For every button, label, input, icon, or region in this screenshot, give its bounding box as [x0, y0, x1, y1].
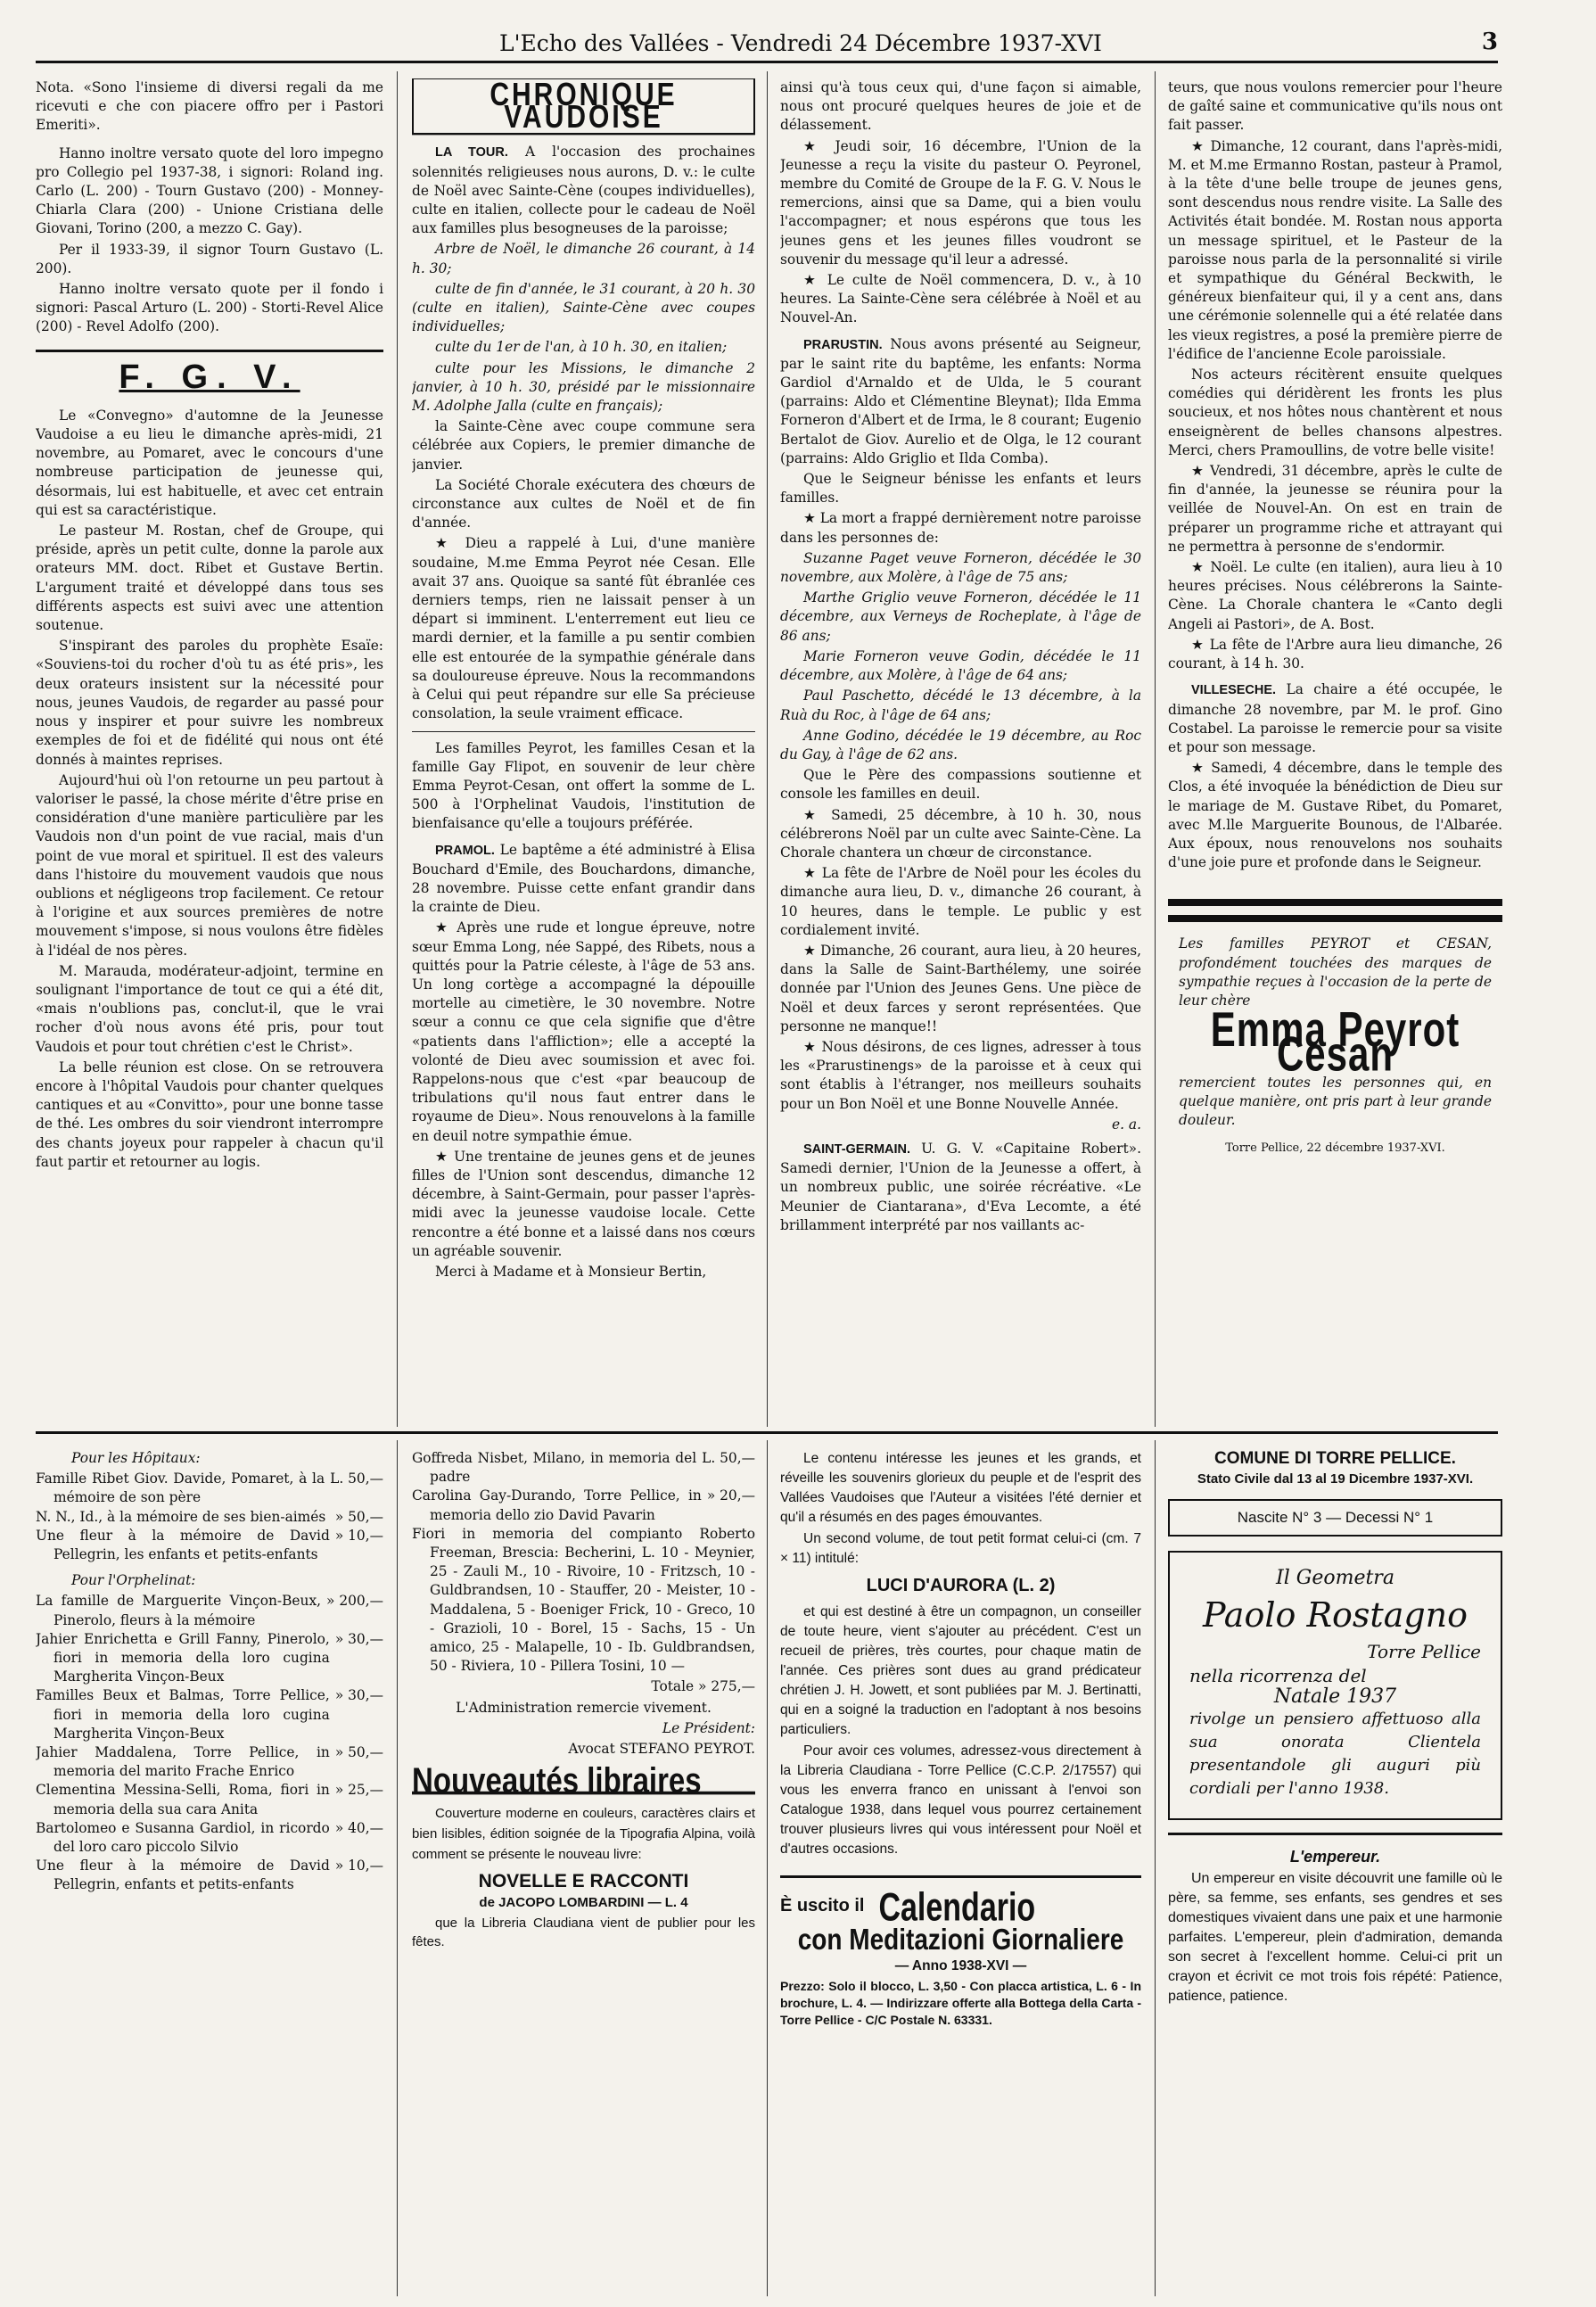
- paragraph: Le baptême a été administré à Elisa Bouchard d'Emile, des Bouchardons, dimanche, 28 novembre. Puisse cette enfant grandir dans la crainte de Dieu.: [412, 841, 755, 916]
- paragraph: Aujourd'hui où l'on retourne un peu partout à valoriser le passé, la chose mérite d'être prise en considération d'une manière particulière par les Vaudois non d'un point de vue racial, mais d'un point de vue moral et spirituel. Il est des valeurs dans l'histoire du mouvement vaudois que nous oublions et négligeons trop facilement. Ce retour à l'origine et aux sources premières de notre mouvement s'impose, si nous voulons être fidèles à l'idéal de nos pères.: [36, 771, 383, 959]
- donation-row: [36, 1686, 383, 1743]
- donation-text: Famille Ribet Giov. Davide, Pomaret, à la mémoire de son père: [36, 1471, 325, 1506]
- paragraph: La Société Chorale exécutera des chœurs de circonstance aux cultes de Noël et de fin d'année.: [412, 476, 755, 531]
- hopitaux-list: [36, 1470, 383, 1564]
- paragraph: Arbre de Noël, le dimanche 26 courant, à 14 h. 30;: [412, 241, 755, 276]
- paragraph: S'inspirant des paroles du prophète Esaïe: «Souviens-toi du rocher d'où tu as été pris», les deux orateurs insistent sur la nécessité pour nous, jeunes Vaudois, de regarder au passé pour nous y inspirer et pour suivre les nombreux exemples de foi et de fidélité qui nous ont été donnés à maintes reprises.: [36, 638, 383, 768]
- divider: [1168, 1833, 1502, 1835]
- donation-amount: L. 50,—: [330, 1471, 383, 1487]
- paragraph: Suzanne Paget veuve Forneron, décédée le 30 novembre, aux Molère, à l'âge de 75 ans;: [780, 549, 1141, 586]
- cal-uscito: È uscito il: [780, 1896, 865, 1916]
- section-head: VILLESECHE.: [1191, 683, 1277, 698]
- paragraph: Per il 1933-39, il signor Tourn Gustavo (L. 200).: [36, 241, 383, 276]
- donation-row: [36, 1781, 383, 1818]
- nota-text: Nota. «Sono l'insieme di diversi regali da me ricevuti e che con piacere offro per i Pastori Emeriti».: [36, 79, 383, 134]
- donation-row: [36, 1527, 383, 1564]
- donation-row: [36, 1470, 383, 1507]
- donation-amount: » 50,—: [334, 1744, 383, 1761]
- paragraph: M. Marauda, modérateur-adjoint, termine en soulignant l'importance de tout ce qui a été dit, «mais n'oublions pas, conclut-il, que le vrai rocher d'où nous avons été pris, pour tout Vaudois et pour tout chrétien c'est le Christ».: [36, 962, 383, 1055]
- cal-prezzo: Prezzo: Solo il blocco, L. 3,50 - Con placca artistica, L. 6 - In brochure, L. 4. — Indirizzare offerte alla Bottega della Carta - Torre Pellice - C/C Postale N. 63331.: [780, 1979, 1141, 2027]
- stato-civile: Stato Civile dal 13 al 19 Dicembre 1937-XVI.: [1197, 1471, 1474, 1487]
- paragraph: Nos acteurs récitèrent ensuite quelques comédies qui déridèrent les fronts les plus soucieux, et nos hôtes nous chantèrent et nous enseignèrent de belles chansons alpestres. Merci, chers Pramoullins, de votre belle visite!: [1168, 367, 1502, 458]
- paragraph: ★ Dieu a rappelé à Lui, d'une manière soudaine, M.me Emma Peyrot née Cesan. Elle avait 37 ans. Quoique sa santé fût ébranlée ces derniers temps, rien ne laissait penser à un départ si imminent. L'enterrement eut lieu ce mardi dernier, et la famille a pu sentir combien elle est entourée de la sympathie générale dans sa douloureuse épreuve. Nous la recommandons à Celui qui peut répandre sur elle Sa précieuse consolation, la seule vraiment efficace.: [412, 535, 755, 722]
- paragraph: la Sainte-Cène avec coupe commune sera célébrée aux Copiers, le premier dimanche de janvier.: [412, 418, 755, 473]
- donation-text: Carolina Gay-Durando, Torre Pellice, in memoria dello zio David Pavarin: [412, 1487, 702, 1523]
- donation-amount: » 30,—: [334, 1687, 383, 1704]
- orphelinat-head: Pour l'Orphelinat:: [71, 1572, 196, 1589]
- donation-row: [36, 1743, 383, 1781]
- paragraph: Merci à Madame et à Monsieur Bertin,: [435, 1263, 707, 1280]
- geom-line: Torre Pellice: [1367, 1640, 1481, 1662]
- paragraph: teurs, que nous voulons remercier pour l'heure de gaîté saine et communicative qu'ils nous ont fait passer.: [1168, 79, 1502, 134]
- column-divider: [397, 71, 398, 1427]
- geom-name: Paolo Rostagno: [1202, 1594, 1468, 1635]
- nouveautes-title: Nouveautés libraires: [412, 1769, 755, 1795]
- paragraph: Le contenu intéresse les jeunes et les grands, et réveille les souvenirs glorieux du peuple et de l'esprit des Vallées Vaudoises que l'Auteur a visitées l'été dernier et qu'il a résumés en des pages émouvantes.: [780, 1451, 1141, 1525]
- geom-line: Il Geometra: [1276, 1566, 1394, 1589]
- donation-row: [36, 1508, 383, 1527]
- column-2: [412, 78, 755, 1425]
- paragraph: ★ La mort a frappé dernièrement notre paroisse dans les personnes de:: [780, 510, 1141, 546]
- paragraph: ★ Noël. Le culte (en italien), aura lieu à 10 heures précises. Nous célébrerons la Sainte-Cène. La Chorale chantera le «Canto degli Angeli ai Pastori», de A. Bost.: [1168, 559, 1502, 632]
- donation-text: Jahier Maddalena, Torre Pellice, in memoria del marito Frache Enrico: [36, 1744, 330, 1780]
- geom-line: nella ricorrenza del: [1189, 1665, 1367, 1687]
- book-author: de JACOPO LOMBARDINI — L. 4: [479, 1894, 688, 1910]
- paragraph: Les familles Peyrot, les familles Cesan et la famille Gay Flipot, en souvenir de leur chère Emma Peyrot-Cesan, ont offert la somme de L. 500 à l'Orphelinat Vaudois, l'institution de bienfaisance qu'elle a toujours préférée.: [412, 739, 755, 832]
- paragraph: ★ Dimanche, 12 courant, dans l'après-midi, M. et M.me Ermanno Rostan, pasteur à Pramol, à la tête d'une belle troupe de jeunes gens, sont descendus nous rendre visite. La Salle des Activités était bondée. M. Rostan nous apporta un message spirituel, et le Pasteur de la paroisse nous parla de la personnalité si virile et sympathique du Général Beckwith, le généreux bienfaiteur qui, il y a cent ans, dans une cérémonie solennelle qui a été relatée dans les vieux registres, a posé la première pierre de l'édifice de l'ancienne Ecole paroissiale.: [1168, 137, 1502, 362]
- donation-text: Jahier Enrichetta e Grill Fanny, Pinerolo, fiori in memoria della loro cugina Margherita Vinçon-Beux: [36, 1630, 330, 1685]
- president: Le Président:: [662, 1719, 755, 1736]
- column-divider: [397, 1440, 398, 2296]
- remercie: L'Administration remercie vivement.: [456, 1699, 712, 1716]
- paragraph: ★ Dimanche, 26 courant, aura lieu, à 20 heures, dans la Salle de Saint-Barthélemy, une soirée donnée par l'Union des Jeunes Gens. Une pièce de Noël et deux farces y seront représentées. Que personne ne manque!!: [780, 942, 1141, 1034]
- donation-text: Une fleur à la mémoire de David Pellegrin, les enfants et petits-enfants: [36, 1527, 330, 1563]
- donation-row: [36, 1857, 383, 1894]
- notice-intro: Les familles PEYROT et CESAN, profondément touchées des marques de sympathie reçues à l'occasion de la perte de leur chère: [1179, 935, 1492, 1009]
- donation-amount: L. 50,—: [702, 1450, 755, 1466]
- donation-text: Bartolomeo e Susanna Gardiol, in ricordo del loro caro piccolo Silvio: [36, 1819, 330, 1856]
- masthead: L'Echo des Vallées - Vendredi 24 Décembre 1937-XVI: [499, 30, 1102, 56]
- section-head: LA TOUR.: [435, 145, 508, 161]
- paragraph: Marie Forneron veuve Godin, décédée le 11 décembre, aux Molère, à l'âge de 64 ans;: [780, 647, 1141, 684]
- paragraph: ★ Samedi, 4 décembre, dans le temple des Clos, a été invoquée la bénédiction de Dieu sur le mariage de M. Gustave Ribet, du Pomaret, avec M.lle Marguerite Bounous, de l'Albarée. Aux époux, nous renouvelons nos souhaits d'une joie pure et profonde dans le Seigneur.: [1168, 760, 1502, 871]
- section-head: SAINT-GERMAIN.: [803, 1141, 911, 1157]
- donation-text: La famille de Marguerite Vinçon-Beux, Pinerolo, fleurs à la mémoire: [36, 1593, 322, 1628]
- section-divider: [36, 1431, 1498, 1434]
- paragraph: culte du 1er de l'an, à 10 h. 30, en italien;: [435, 339, 728, 356]
- bottom-column-4: [1168, 1449, 1502, 2296]
- paragraph: Le pasteur M. Rostan, chef de Groupe, qui préside, après un petit culte, donne la parole aux orateurs MM. doct. Ribet et Gustave Bertin. L'argument traité et développé dans tous ses différents aspects est suivi avec une attention soutenue.: [36, 523, 383, 634]
- paragraph: culte pour les Missions, le dimanche 2 janvier, à 10 h. 30, présidé par le missionnaire M. Adolphe Jalla (culte en français);: [412, 359, 755, 415]
- paragraph: ★ La fête de l'Arbre de Noël pour les écoles du dimanche aura lieu, D. v., dimanche 26 courant, à 10 heures, dans le temple. Le public y est cordialement invité.: [780, 865, 1141, 938]
- donation-text: Goffreda Nisbet, Milano, in memoria del padre: [412, 1450, 697, 1486]
- donation-list: [412, 1449, 755, 1525]
- column-divider: [1155, 1440, 1156, 2296]
- paragraph: Que le Père des compassions soutienne et console les familles en deuil.: [780, 767, 1141, 803]
- notice-name: Emma Peyrot Cesan: [1210, 1001, 1460, 1082]
- section-head: PRAMOL.: [435, 843, 495, 858]
- book-title: NOVELLE E RACCONTI: [478, 1871, 689, 1892]
- paragraph: ★ La fête de l'Arbre aura lieu dimanche, 26 courant, à 14 h. 30.: [1168, 636, 1502, 672]
- bottom-column-1: [36, 1449, 383, 2296]
- empereur-title: L'empereur.: [1289, 1848, 1381, 1866]
- paragraph: culte de fin d'année, le 31 courant, à 20 h. 30 (culte en italien), Sainte-Cène avec coupes individuelles;: [412, 280, 755, 335]
- paragraph: Le «Convegno» d'automne de la Jeunesse Vaudoise a eu lieu le dimanche après-midi, 21 novembre, au Pomaret, avec le concours d'une nombreuse participation de jeunesse qui, désormais, lui est habituelle, et avec cet entrain qui est sa caractéristique.: [36, 407, 383, 518]
- paragraph: ★ Jeudi soir, 16 décembre, l'Union de la Jeunesse a reçu la visite du pasteur O. Peyronel, membre du Comité de Groupe de la F. G. V. Nous le remercions, ainsi que sa Dame, qui a bien voulu l'accompagner; et nous espérons que tous les jeunes gens et les jeunes filles voudront se souvenir du message qu'il leur a adressé.: [780, 137, 1141, 268]
- divider: [36, 350, 383, 352]
- donation-amount: » 10,—: [334, 1527, 383, 1544]
- donation-amount: » 50,—: [334, 1508, 383, 1525]
- donation-amount: » 25,—: [334, 1782, 383, 1799]
- paragraph: ★ Le culte de Noël commencera, D. v., à 10 heures. La Sainte-Cène sera célébrée à Noël et au Nouvel-An.: [780, 272, 1141, 326]
- donation-amount: » 30,—: [334, 1630, 383, 1647]
- divider: [1168, 899, 1502, 906]
- paragraph: ★ Samedi, 25 décembre, à 10 h. 30, nous célébrerons Noël par un culte avec Sainte-Cène. La Chorale chantera un chœur de circonstance.: [780, 806, 1141, 861]
- donation-text: Familles Beux et Balmas, Torre Pellice, fiori in memoria della loro cugina Margherita Vinçon-Beux: [36, 1687, 330, 1742]
- cal-title: Calendario: [878, 1885, 1036, 1930]
- paragraph: Pour avoir ces volumes, adressez-vous directement à la Libreria Claudiana - Torre Pellice (C.C.P. 2/17557) qui vous les enverra franco en unissant à l'envoi son Catalogue 1938, dans lequel vous pourrez certainement trouver plusieurs livres qui vous intéressent pour Noël et d'autres occasions.: [780, 1743, 1141, 1857]
- bottom-column-3: [780, 1449, 1141, 2296]
- paragraph: Nous avons présenté au Seigneur, par le saint rite du baptême, les enfants: Norma Gardiol d'Arnaldo et de Ulda, le 5 courant (parrains: Aldo et Clémentine Bleynat); Ilda Emma Forneron d'Albert et de Irma, le 8 courant; Eugenio Bertalot de Giov. Aurelio et de Olga, le 12 courant (parrains: Aldo Griglio et Ilda Comba).: [780, 335, 1141, 466]
- book-title: LUCI D'AURORA (L. 2): [866, 1576, 1056, 1595]
- notice-place: Torre Pellice, 22 décembre 1937-XVI.: [1225, 1141, 1445, 1156]
- notice-body: remercient toutes les personnes qui, en quelque manière, ont pris part à leur grande douleur.: [1179, 1074, 1492, 1128]
- donation-row: [36, 1592, 383, 1629]
- geom-line: Natale 1937: [1273, 1685, 1397, 1709]
- column-divider: [767, 71, 768, 1427]
- nascite-box: Nascite N° 3 — Decessi N° 1: [1168, 1499, 1502, 1536]
- orphelinat-list: [36, 1592, 383, 1894]
- avocat: Avocat STEFANO PEYROT.: [568, 1741, 755, 1758]
- cal-subtitle: con Meditazioni Giornaliere: [797, 1922, 1124, 1956]
- cal-anno: — Anno 1938-XVI —: [894, 1958, 1027, 1973]
- hopitaux-head: Pour les Hôpitaux:: [71, 1450, 201, 1466]
- paragraph: Un second volume, de tout petit format celui-ci (cm. 7 × 11) intitulé:: [780, 1531, 1141, 1566]
- fiori-text: Fiori in memoria del compianto Roberto Freeman, Brescia: Becherini, L. 10 - Meynier, 25 - Zauli M., 10 - Rivoire, 10 - Fritzsch, 10 - Guldbrandsen, 10 - Stauffer, 20 - Meister, 10 - Maddalena, 5 - Boeniger Frick, 10 - Greco, 10 - Grazioli, 10 - Borel, 15 - Sachs, 15 - Un amico, 25 - Malapelle, 10 - Ib. Guldbrandsen, 50 - Riviera, 10 - Pillera Tosini, 10 —: [412, 1525, 755, 1675]
- donation-amount: » 200,—: [326, 1593, 383, 1610]
- fgv-title: F. G. V.: [119, 358, 300, 396]
- paragraph: La belle réunion est close. On se retrouvera encore à l'hôpital Vaudois pour chanter quelques cantiques et au «Convitto», pour une bonne tasse de thé. Les ombres du soir viendront interrompre des chants joyeux pour rappeler à chacun qu'il faut partir et retourner au logis.: [36, 1059, 383, 1170]
- paragraph: que la Libreria Claudiana vient de publier pour les fêtes.: [412, 1915, 755, 1950]
- paragraph: Marthe Griglio veuve Forneron, décédée le 11 décembre, aux Verneys de Rocheplate, à l'âge de 86 ans;: [780, 589, 1141, 644]
- paragraph: Que le Seigneur bénisse les enfants et leurs familles.: [780, 471, 1141, 507]
- signature: e. a.: [1112, 1116, 1141, 1133]
- donation-row: [36, 1630, 383, 1687]
- totale: Totale » 275,—: [651, 1678, 755, 1695]
- page-header: [36, 27, 1498, 63]
- donation-text: Une fleur à la mémoire de David Pellegrin, enfants et petits-enfants: [36, 1858, 330, 1893]
- donation-text: N. N., Id., à la mémoire de ses bien-aimés: [36, 1508, 326, 1525]
- donation-text: Clementina Messina-Selli, Roma, fiori in memoria della sua cara Anita: [36, 1782, 330, 1817]
- column-1: [36, 78, 383, 1425]
- comune-title: COMUNE DI TORRE PELLICE.: [1214, 1449, 1456, 1468]
- paragraph: ainsi qu'à tous ceux qui, d'une façon si aimable, nous ont procuré quelques heures de joie et de délassement.: [780, 79, 1141, 134]
- paragraph: Paul Paschetto, décédé le 13 décembre, à la Ruà du Roc, à l'âge de 64 ans;: [780, 688, 1141, 723]
- donation-row: [412, 1487, 755, 1524]
- bottom-column-2: [412, 1449, 755, 2296]
- chronique-title: CHRONIQUE VAUDOISE: [412, 78, 755, 136]
- paragraph: Anne Godino, décédée le 19 décembre, au Roc du Gay, à l'âge de 62 ans.: [780, 727, 1141, 762]
- column-divider: [767, 1440, 768, 2296]
- paragraph: A l'occasion des prochaines solennités religieuses nous aurons, D. v.: le culte de Noël avec Sainte-Cène (coupes individuelles), culte en italien, collecte pour le cadeau de Noël aux familles plus besogneuses de la paroisse;: [412, 144, 755, 237]
- section-head: PRARUSTIN.: [803, 337, 883, 352]
- donation-amount: » 20,—: [706, 1487, 755, 1504]
- paragraph: Hanno inoltre versato quote per il fondo i signori: Pascal Arturo (L. 200) - Storti-Revel Alice (200) - Revel Adolfo (200).: [36, 281, 383, 335]
- divider: [1168, 915, 1502, 922]
- paragraph: Hanno inoltre versato quote del loro impegno pro Collegio pel 1937-38, i signori: Roland ing. Carlo (L. 200) - Tourn Gustavo (200) - Monney-Chiarla Clara (200) - Unione Cristiana delle Giovani, Torino (200, a mezzo C. Gay).: [36, 144, 383, 237]
- paragraph: ★ Nous désirons, de ces lignes, adresser à tous les «Prarustinengs» de la paroisse et à ceux qui sont établis à l'étranger, nos meilleurs souhaits pour un Bon Noël et une Bonne Nouvelle Année.: [780, 1038, 1141, 1112]
- donation-row: [36, 1819, 383, 1857]
- donation-row: [412, 1449, 755, 1487]
- geom-line: rivolge un pensiero affettuoso alla sua onorata Clientela presentandole gli auguri più cordiali per l'anno 1938.: [1189, 1710, 1481, 1799]
- paragraph: La chaire a été occupée, le dimanche 28 novembre, par M. le prof. Gino Costabel. La paroisse le remercie pour sa visite et pour son message.: [1168, 681, 1502, 755]
- divider: [412, 731, 755, 732]
- page-number: 3: [1481, 29, 1498, 55]
- paragraph: U. G. V. «Capitaine Robert». Samedi dernier, l'Union de la Jeunesse a offert, à un nombreux public, une soirée récréative. «Le Meunier de Ciantarana», d'Eva Lecomte, a été brillamment interprété par nos vaillants ac-: [780, 1140, 1141, 1233]
- paragraph: ★ Une trentaine de jeunes gens et de jeunes filles de l'Union sont descendus, dimanche 12 décembre, à Saint-Germain, pour passer l'après-midi avec la jeunesse vaudoise locale. Cette rencontre a été bonne et a laissé dans nos cœurs un agréable souvenir.: [412, 1148, 755, 1259]
- column-divider: [1155, 71, 1156, 1427]
- paragraph: Couverture moderne en couleurs, caractères clairs et bien lisibles, édition soignée de la Tipografia Alpina, voilà comment se présente le nouveau livre:: [412, 1806, 755, 1863]
- paragraph: ★ Après une rude et longue épreuve, notre sœur Emma Long, née Sappé, des Ribets, nous a quittés pour la Patrie céleste, à l'âge de 53 ans. Un long cortège a accompagné la dépouille mortelle au cimetière, le 30 novembre. Notre sœur a connu ce que cela signifie que d'être «patients dans l'affliction»; elle a accepté la volonté de Dieu avec soumission et avec foi. Rappelons-nous que c'est «par beaucoup de tribulations qu'il nous faut entrer dans le royaume de Dieu». Nous renouvelons à la famille en deuil notre sympathie émue.: [412, 919, 755, 1144]
- donation-amount: » 10,—: [334, 1858, 383, 1874]
- divider: [780, 1875, 1141, 1878]
- geometra-ad: [1168, 1551, 1502, 1821]
- paragraph: et qui est destiné à être un compagnon, un conseiller de toute heure, vient s'ajouter au précédent. C'est un recueil de prières, très courtes, pour chaque matin de l'année. Ces prières sont dues au grand prédicateur chrétien J. H. Jowett, et sont publiées par M. J. Bertinatti, qui en a soigné la traduction en l'adoptant à nos besoins particuliers.: [780, 1604, 1141, 1737]
- column-3: [780, 78, 1141, 1425]
- donation-amount: » 40,—: [334, 1819, 383, 1836]
- column-4: [1168, 78, 1502, 1425]
- paragraph: Un empereur en visite découvrit une famille où le père, sa femme, ses enfants, ses gendres et ses domestiques vivaient dans une paix et une harmonie parfaites. L'empereur, plein d'admiration, demanda son secret à l'excellent homme. Celui-ci prit un crayon et écrivit ce mot trois fois répété: Patience, patience, patience.: [1168, 1870, 1502, 2004]
- paragraph: ★ Vendredi, 31 décembre, après le culte de fin d'année, la jeunesse se réunira pour la veillée de Nouvel-An. On est en train de préparer un programme riche et attrayant qui ne permettra à personne de s'endormir.: [1168, 463, 1502, 555]
